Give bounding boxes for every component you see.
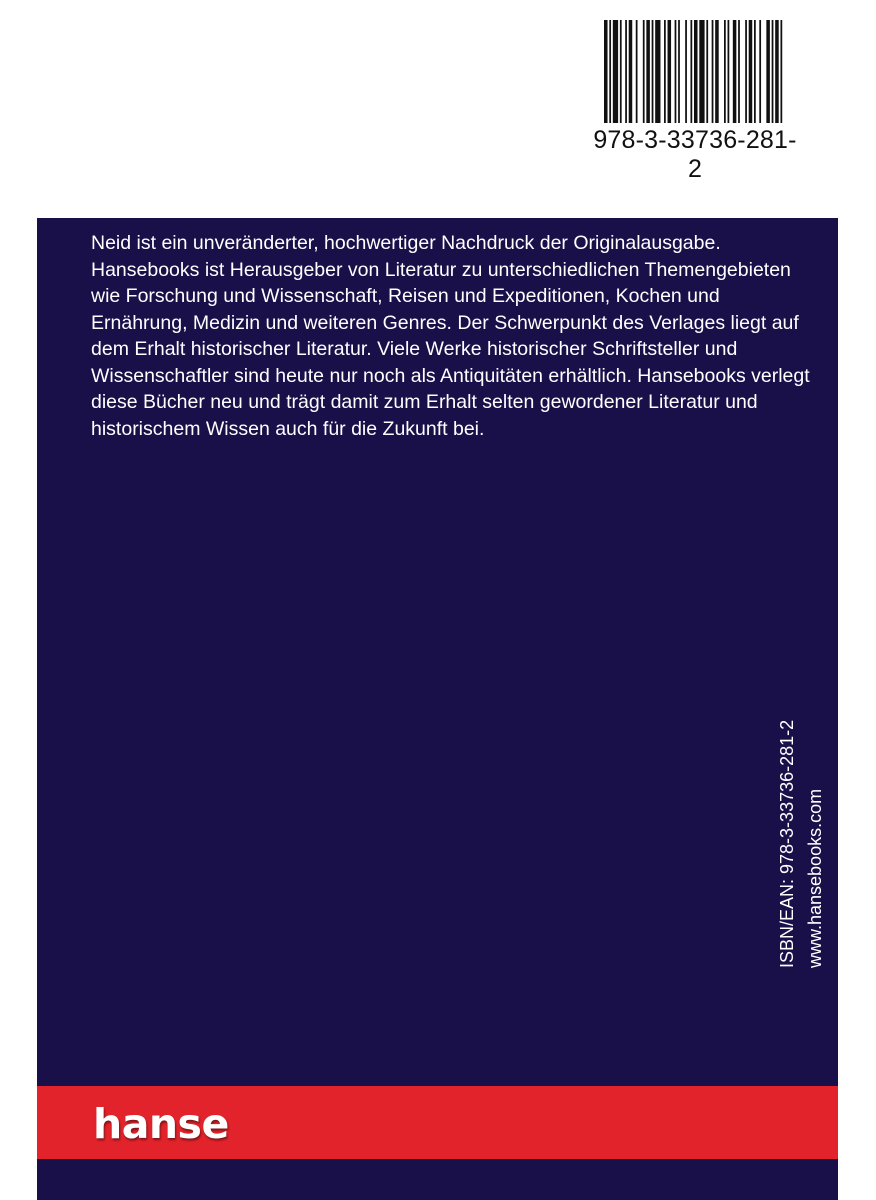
barcode-bar xyxy=(655,20,660,123)
barcode-bar xyxy=(613,20,618,123)
website-text: www.hansebooks.com xyxy=(805,788,825,968)
barcode xyxy=(590,20,800,183)
barcode-bar xyxy=(636,20,638,123)
barcode-bar xyxy=(728,20,730,123)
barcode-bar xyxy=(699,20,704,123)
barcode-bar xyxy=(643,20,645,123)
barcode-bar xyxy=(609,20,611,123)
barcode-bar xyxy=(780,20,782,123)
barcode-bar xyxy=(749,20,753,123)
publisher-band xyxy=(37,1086,838,1159)
hanse-logo: hanse xyxy=(93,1100,229,1148)
barcode-bar xyxy=(772,20,774,123)
barcode-bar xyxy=(675,20,677,123)
barcode-bar xyxy=(766,20,770,123)
barcode-bar xyxy=(724,20,726,123)
barcode-bar xyxy=(625,20,627,123)
barcode-bar xyxy=(652,20,654,123)
barcode-bar xyxy=(706,20,708,123)
barcode-bar xyxy=(754,20,756,123)
back-cover-panel xyxy=(37,218,838,1200)
barcode-bar xyxy=(664,20,666,123)
barcode-bar xyxy=(733,20,737,123)
barcode-bar xyxy=(738,20,740,123)
barcode-bar xyxy=(678,20,680,123)
barcode-bar xyxy=(715,20,719,123)
isbn-text: ISBN/EAN: 978-3-33736-281-2 xyxy=(777,719,797,968)
barcode-bar xyxy=(759,20,761,123)
barcode-bar xyxy=(668,20,672,123)
barcode-bar xyxy=(685,20,687,123)
barcode-bar xyxy=(620,20,622,123)
blurb-text: Neid ist ein unveränderter, hochwertiger Nachdruck der Originalausgabe. Hansebooks ist Herausgeber von Literatur zu unterschiedlichen Themengebieten wie Forschung und Wissenschaft, Reisen und Expeditionen, Kochen und Ernährung, Medizin und weiteren Genres. Der Schwerpunkt des Verlages liegt auf dem Erhalt historischer Literatur. Viele Werke historischer Schriftsteller und Wissenschaftler sind heute nur noch als Antiquitäten erhältlich. Hansebooks verlegt diese Bücher neu und trägt damit zum Erhalt selten gewordener Literatur und historischem Wissen auch für die Zukunft bei. xyxy=(91,232,810,440)
barcode-bar xyxy=(694,20,698,123)
barcode-bar xyxy=(775,20,779,123)
barcode-number: 978-3-33736-281-2 xyxy=(593,126,797,183)
barcode-bar xyxy=(690,20,692,123)
barcode-bar xyxy=(604,20,608,123)
barcode-bar xyxy=(712,20,714,123)
barcode-bar xyxy=(646,20,650,123)
barcode-bar xyxy=(629,20,633,123)
barcode-bars xyxy=(604,20,784,123)
barcode-bar xyxy=(745,20,747,123)
